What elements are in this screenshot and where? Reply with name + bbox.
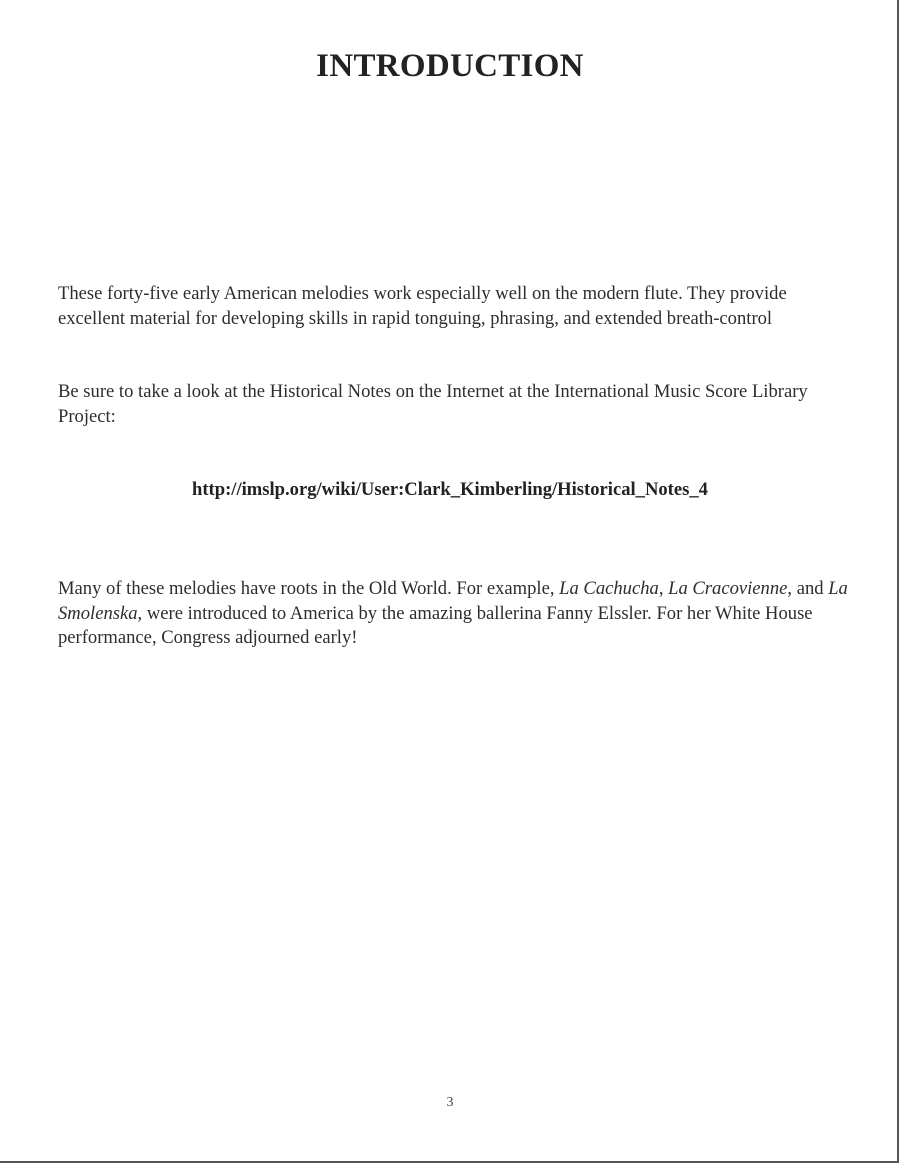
intro-paragraph: These forty-five early American melodies work especially well on the modern flute. They provide excellent material for developing skills in rapid tonguing, phrasing, and extended breath-control	[58, 283, 787, 329]
old-world-paragraph	[58, 577, 848, 651]
dance-title-la-cracovienne: La Cracovienne	[668, 578, 788, 599]
dance-title-la-smolenska: La Smolenska	[58, 578, 848, 624]
old-world-rest-text: , were introduced to America by the amazing ballerina Fanny Elssler. For her White House performance, Congress adjourned early!	[58, 602, 813, 648]
dance-title-la-cachucha: La Cachucha	[559, 578, 659, 599]
old-world-intro-text: Many of these melodies have roots in the Old World. For example,	[58, 578, 560, 599]
historical-notes-link[interactable]: http://imslp.org/wiki/User:Clark_Kimberling/Historical_Notes_4	[192, 479, 708, 500]
page-number: 3	[446, 1095, 454, 1110]
separator-text: ,	[658, 578, 669, 599]
historical-notes-paragraph: Be sure to take a look at the Historical Notes on the Internet at the International Music Score Library Project:	[58, 381, 808, 427]
page-title: INTRODUCTION	[316, 48, 584, 84]
separator-text: , and	[787, 578, 829, 599]
